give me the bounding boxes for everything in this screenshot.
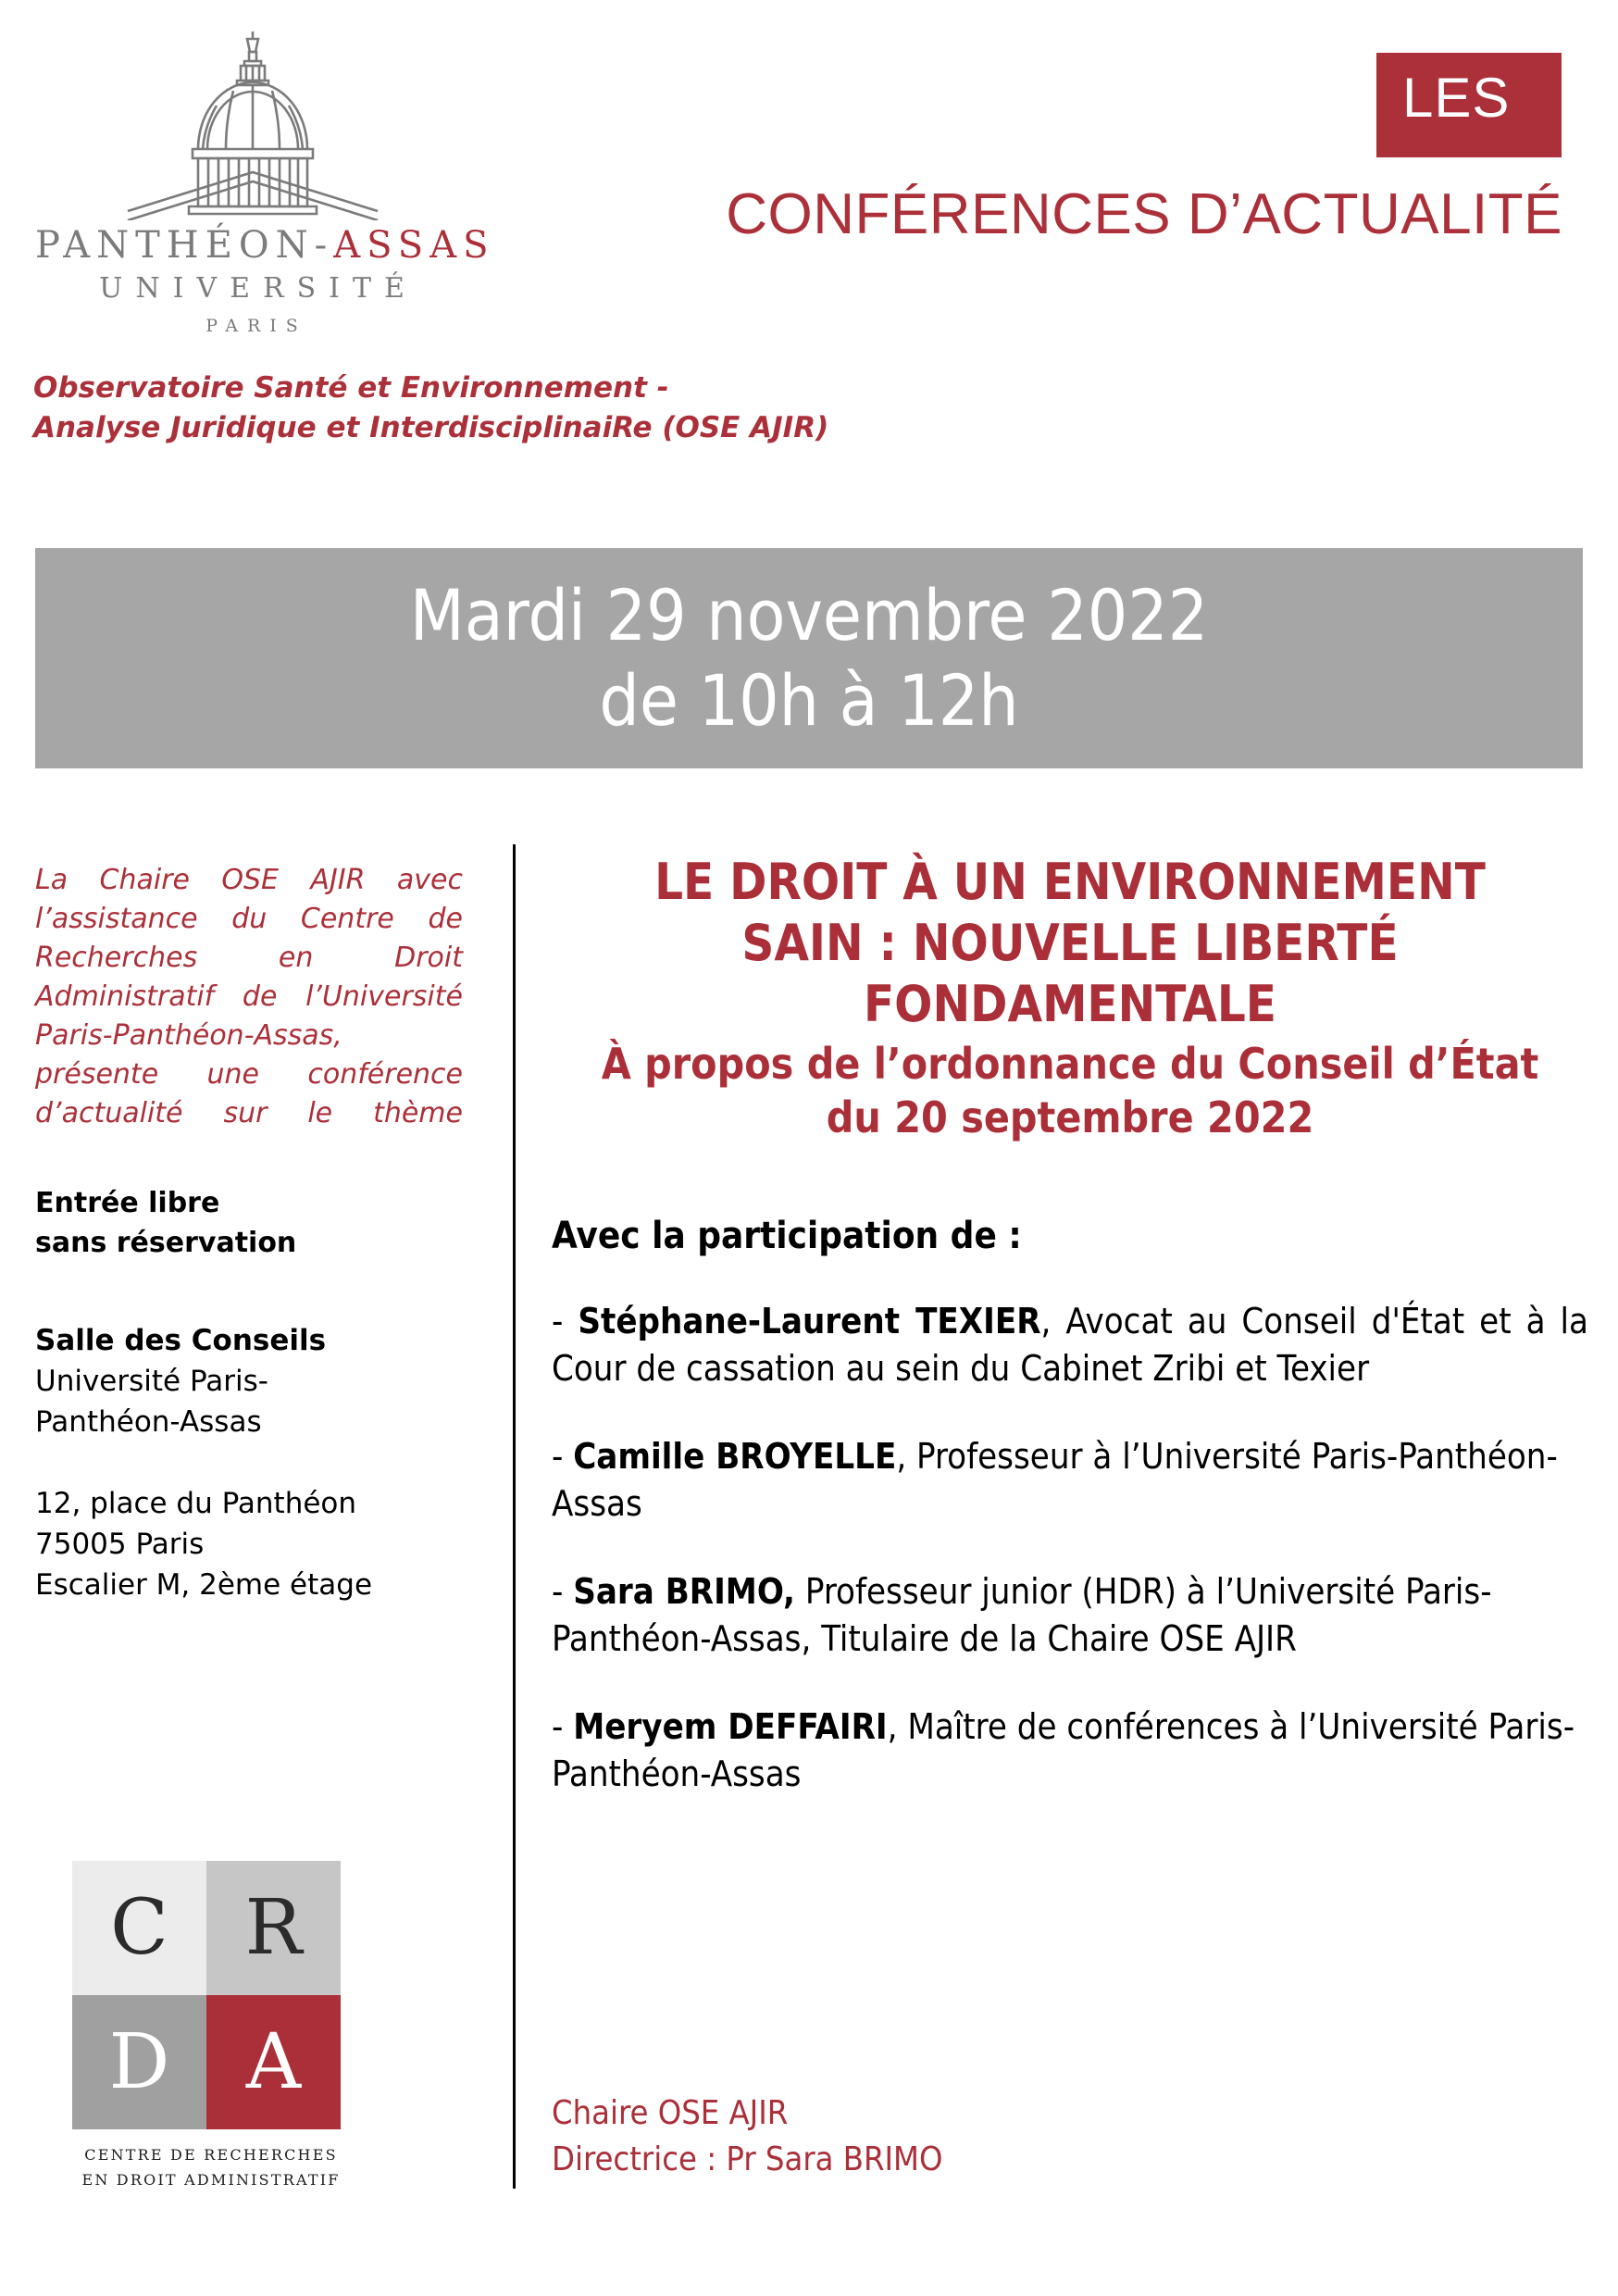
date-line: Mardi 29 novembre 2022: [409, 574, 1209, 656]
crda-letter-grid: [72, 1861, 341, 2129]
venue-room: Salle des Conseils: [35, 1324, 327, 1357]
speaker-bullet: -: [552, 1571, 574, 1612]
column-divider: [513, 844, 516, 2189]
time-line: de 10h à 12h: [599, 659, 1019, 742]
crda-caption-line-2: EN DROIT ADMINISTRATIF: [81, 2171, 341, 2189]
right-column: [552, 852, 1588, 1798]
free-entry-line-1: Entrée libre: [35, 1187, 220, 1219]
speaker-name: Meryem DEFFAIRI: [573, 1706, 888, 1747]
observatory-name: [33, 368, 866, 448]
observatory-line-1: Observatoire Santé et Environnement -: [33, 371, 669, 405]
speaker-name: Sara BRIMO,: [573, 1571, 796, 1612]
crda-letter-a: A: [206, 1995, 341, 2129]
speaker-role: , Professeur à l’Université Paris-Panthéon-Assas: [552, 1436, 1558, 1524]
participation-label: Avec la participation de :: [552, 1215, 1022, 1257]
speaker-item: [552, 1703, 1588, 1798]
intro-paragraph: La Chaire OSE AJIR avec l’assistance du Centre de Recherches en Droit Administratif de l’Université Paris-Panthéon-Assas, présente une conférence d’actualité sur le thème: [35, 864, 463, 1129]
speaker-role: Professeur junior (HDR) à l’Université Paris-Panthéon-Assas, Titulaire de la Chaire OSE AJIR: [552, 1571, 1492, 1659]
speaker-item: [552, 1568, 1588, 1663]
address-line-3: Escalier M, 2ème étage: [35, 1568, 373, 1602]
conference-subtitle-line-2: du 20 septembre 2022: [826, 1092, 1314, 1142]
chair-footer: [552, 2090, 942, 2183]
speaker-bullet: -: [552, 1301, 579, 1341]
date-banner: [35, 548, 1583, 768]
speaker-role: , Avocat au Conseil d'État et à la Cour de cassation au sein du Cabinet Zribi et Texier: [552, 1301, 1588, 1389]
crda-letter-c: C: [72, 1861, 206, 1995]
logo-wordmark-accent: ASSAS: [333, 224, 495, 267]
conference-title-line-3: FONDAMENTALE: [863, 975, 1276, 1033]
free-entry-line-2: sans réservation: [35, 1227, 297, 1259]
conference-title-line-1: LE DROIT À UN ENVIRONNEMENT: [654, 853, 1486, 911]
conference-subtitle-line-1: À propos de l’ordonnance du Conseil d’État: [601, 1039, 1539, 1089]
poster-header: [0, 0, 1618, 518]
conference-title-line-2: SAIN : NOUVELLE LIBERTÉ: [741, 914, 1399, 972]
crda-logo: [72, 1861, 378, 2192]
logo-wordmark-prefix: PANTHÉON-: [35, 224, 334, 267]
crda-letter-d: D: [72, 1995, 206, 2129]
speaker-bullet: -: [552, 1436, 574, 1477]
chair-footer-line-1: Chaire OSE AJIR: [552, 2094, 789, 2132]
free-entry-block: [35, 1183, 479, 1263]
series-title: CONFÉRENCES D’ACTUALITÉ: [726, 182, 1562, 246]
speaker-name: Camille BROYELLE: [573, 1436, 897, 1477]
speaker-bullet: -: [552, 1706, 574, 1747]
address-block: [35, 1483, 479, 1605]
venue-org-line-1: Université Paris-: [35, 1365, 268, 1398]
chair-footer-line-2: Directrice : Pr Sara BRIMO: [552, 2140, 943, 2178]
logo-universite: UNIVERSITÉ: [99, 272, 417, 305]
conference-title: [552, 852, 1588, 1035]
address-line-1: 12, place du Panthéon: [35, 1487, 357, 1520]
speaker-item: [552, 1433, 1588, 1528]
logo-paris: PARIS: [205, 316, 307, 336]
les-badge: [1376, 53, 1562, 157]
les-badge-label: LES: [1402, 67, 1511, 129]
observatory-line-2: Analyse Juridique et InterdisciplinaiRe (OSE AJIR): [33, 411, 829, 444]
address-line-2: 75005 Paris: [35, 1528, 205, 1561]
speaker-role: , Maître de conférences à l’Université Paris-Panthéon-Assas: [552, 1706, 1575, 1794]
speaker-item: [552, 1298, 1588, 1392]
conference-subtitle: [552, 1037, 1588, 1144]
crda-caption: [72, 2142, 350, 2192]
venue-block: [35, 1320, 479, 1442]
left-column: [35, 861, 479, 1605]
crda-caption-line-1: CENTRE DE RECHERCHES: [84, 2146, 338, 2164]
speaker-name: Stéphane-Laurent TEXIER: [578, 1301, 1041, 1341]
venue-org-line-2: Panthéon-Assas: [35, 1405, 262, 1439]
crda-letter-r: R: [206, 1861, 341, 1995]
